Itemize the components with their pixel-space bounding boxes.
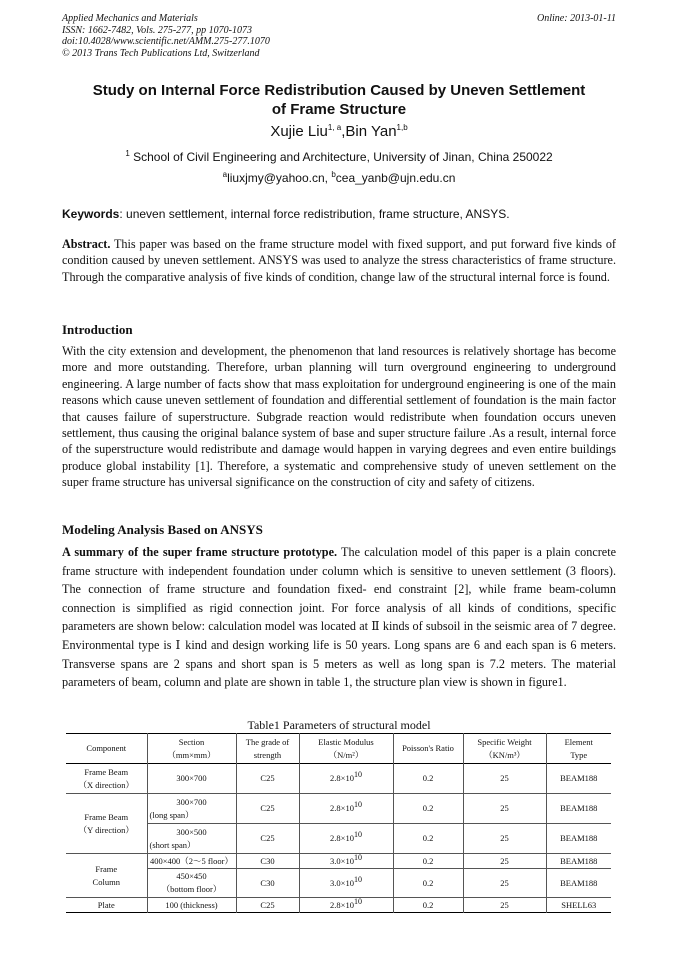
email-mark: a (222, 170, 228, 179)
journal-header (62, 13, 616, 59)
column-header (546, 734, 611, 764)
header-text: Element (564, 736, 593, 747)
email-mark: b (331, 170, 336, 179)
table-cell (299, 869, 393, 898)
table-cell: BEAM188 (560, 773, 598, 783)
abstract-label: Abstract. (62, 237, 111, 251)
table-cell: 25 (463, 854, 546, 869)
table-cell: 0.2 (393, 898, 463, 913)
journal-name: Applied Mechanics and Materials (62, 13, 198, 24)
header-text: Specific Weight (477, 736, 532, 747)
author-name: Xujie Liu (270, 123, 328, 140)
column-header: Poisson's Ratio (393, 734, 463, 764)
affiliation (62, 150, 616, 164)
cell-exponent: 10 (353, 800, 362, 810)
table-cell: 25 (463, 898, 546, 913)
column-header (463, 734, 546, 764)
keywords-text: : uneven settlement, internal force redistribution, frame structure, ANSYS. (119, 207, 510, 221)
title-line-1: Study on Internal Force Redistribution Caused by Uneven Settlement (92, 82, 586, 99)
table-cell: 0.2 (393, 764, 463, 794)
table-cell (299, 854, 393, 869)
table-cell (147, 794, 236, 824)
cell-exponent: 10 (353, 770, 362, 780)
table-cell (299, 898, 393, 913)
header-text: Elastic Modulus (318, 736, 374, 747)
table-cell: 400×400（2～5 floor） (147, 854, 236, 869)
cell-text: Column (92, 876, 120, 887)
email-link[interactable]: cea_yanb@ujn.edu.cn (335, 171, 456, 185)
header-text: The grade of (245, 736, 290, 747)
cell-text: Frame (95, 863, 118, 874)
header-text: Section (178, 736, 205, 747)
table-cell: 25 (463, 764, 546, 794)
table-cell: BEAM188 (560, 877, 598, 888)
cell-text: （X direction） (78, 779, 134, 790)
cell-exponent: 10 (353, 896, 362, 906)
issn-line: ISSN: 1662-7482, Vols. 275-277, pp 1070-1073 (62, 24, 252, 36)
cell-exponent: 10 (353, 874, 362, 884)
title-line-2: of Frame Structure (271, 101, 407, 118)
keywords (62, 207, 616, 221)
table-row (66, 854, 611, 869)
author-separator: , (341, 123, 346, 140)
table-cell: C25 (236, 764, 299, 794)
table-cell: Plate (66, 898, 147, 913)
header-text: strength (253, 749, 282, 760)
cell-text: 3.0×10 (330, 855, 354, 866)
abstract-text: This paper was based on the frame structure model with fixed support, and put forward five kinds of condition caused by uneven settlement. ANSYS was used to analyze the stress characteristics of frame structure. Through the comparative analysis of five kinds of condition, change law of the structural internal force is found. (62, 237, 616, 284)
table-cell: BEAM188 (560, 833, 598, 843)
table-cell: 25 (463, 824, 546, 854)
author-name: Bin Yan (345, 123, 397, 140)
cell-text: Frame Beam (84, 766, 129, 777)
parameters-table (66, 733, 611, 913)
cell-text: 2.8×10 (330, 803, 354, 813)
table-cell: SHELL63 (561, 899, 597, 910)
table-cell (147, 824, 236, 854)
cell-text: 3.0×10 (330, 877, 354, 888)
cell-text: 300×700 (176, 796, 207, 807)
introduction-paragraph: With the city extension and development, the phenomenon that land resources is relatively shortage has become more and more outstanding. Therefore, urban planning will turn overground engineering to underground engineering. A large number of facts show that mass exploitation for underground engineering is one of the main reasons which cause uneven settlement of foundation and differential settlement of foundation is the main factor that causes failure of superstructure. Subgrade reaction would redistribute when foundation occurs uneven settlement, thus causing the original balance system of base and super structure failure .As a result, internal force of the superstructure would redistribute and damage would happen in varying degrees and even entire buildings produce global instability [1]. Therefore, a systematic and comprehensive study of uneven settlement on the super frame structure has universal significance on the construction of city and safety of citizens. (62, 344, 616, 490)
table-row (66, 824, 611, 854)
table-cell: 25 (463, 794, 546, 824)
table-caption: Table1 Parameters of structural model (247, 718, 431, 732)
cell-text: 300×500 (176, 826, 207, 837)
column-header (299, 734, 393, 764)
cell-exponent: 10 (353, 852, 362, 862)
author-affil-mark: 1, a (327, 123, 342, 132)
table-cell (66, 764, 147, 794)
table-cell: C30 (236, 854, 299, 869)
table-cell: C30 (236, 869, 299, 898)
summary-paragraph (62, 543, 616, 692)
keywords-label: Keywords (62, 207, 120, 221)
summary-text: The calculation model of this paper is a plain concrete frame structure with independent foundation under column which is sensitive to uneven settlement (3 floors). The connection of frame structure and foundation fixed- end constraint [2], while frame beam-column connection is simplified as rigid connection joint. For force analysis of all kinds of conditions, specific parameters are shown below: calculation model was located at Ⅱ kinds of subsoil in the seismic area of 7 degree. Environmental type is Ⅰ kind and design working life is 50 years. Long spans are 6 and each span is 6 meters. Transverse spans are 2 spans and short span is 5 meters as well as long span is 7.2 meters. The material parameters of beam, column and plate are shown in table 1, the structure plan view is shown in figure1. (62, 545, 617, 690)
table-cell: BEAM188 (560, 803, 598, 813)
table-row (66, 764, 611, 794)
table-cell: 0.2 (393, 824, 463, 854)
table-cell: C25 (236, 824, 299, 854)
table-cell: 0.2 (393, 794, 463, 824)
copyright-line: © 2013 Trans Tech Publications Ltd, Switzerland (62, 47, 260, 59)
table-cell: 0.2 (393, 854, 463, 869)
table-cell: 0.2 (393, 869, 463, 898)
online-date: Online: 2013-01-11 (537, 13, 616, 24)
section-heading-introduction: Introduction (62, 322, 133, 337)
header-text: （N/m²） (328, 749, 364, 760)
table-cell (299, 824, 393, 854)
author-list (62, 123, 616, 140)
table-row (66, 869, 611, 898)
table-cell (66, 794, 147, 854)
cell-text: (long span） (149, 809, 194, 820)
affiliation-text: School of Civil Engineering and Architecture, University of Jinan, China 250022 (133, 150, 553, 164)
table-cell: C25 (236, 794, 299, 824)
section-heading-modeling: Modeling Analysis Based on ANSYS (62, 522, 263, 537)
table-cell: C25 (236, 898, 299, 913)
author-emails (62, 171, 616, 185)
summary-label: A summary of the super frame structure prototype. (62, 545, 338, 559)
cell-text: Frame Beam (84, 811, 129, 822)
table-cell (66, 854, 147, 898)
abstract (62, 236, 616, 285)
cell-text: 2.8×10 (330, 899, 354, 910)
author-affil-mark: 1,b (396, 123, 408, 132)
table-header-row (66, 734, 611, 764)
affil-mark: 1 (125, 149, 130, 158)
cell-text: 450×450 (176, 871, 207, 881)
cell-text: （Y direction） (78, 824, 134, 835)
table-cell: BEAM188 (560, 855, 598, 866)
table-cell (147, 869, 236, 898)
cell-text: 2.8×10 (330, 773, 354, 783)
cell-text: （bottom floor） (161, 884, 222, 894)
column-header (147, 734, 236, 764)
header-text: Type (570, 749, 588, 760)
header-text: （mm×mm） (167, 749, 216, 760)
cell-text: 2.8×10 (330, 833, 354, 843)
cell-exponent: 10 (353, 830, 362, 840)
doi-line: doi:10.4028/www.scientific.net/AMM.275-277.1070 (62, 36, 270, 47)
table-cell (299, 764, 393, 794)
table-cell: 25 (463, 869, 546, 898)
table-cell: 300×700 (147, 764, 236, 794)
table-row (66, 898, 611, 913)
cell-text: (short span） (149, 839, 196, 850)
table-cell: 100 (thickness) (147, 898, 236, 913)
table-row (66, 794, 611, 824)
column-header: Component (66, 734, 147, 764)
paper-title (62, 81, 616, 119)
column-header (236, 734, 299, 764)
email-link[interactable]: liuxjmy@yahoo.cn, (227, 171, 328, 185)
table-cell (299, 794, 393, 824)
header-text: （KN/m³） (484, 749, 525, 760)
